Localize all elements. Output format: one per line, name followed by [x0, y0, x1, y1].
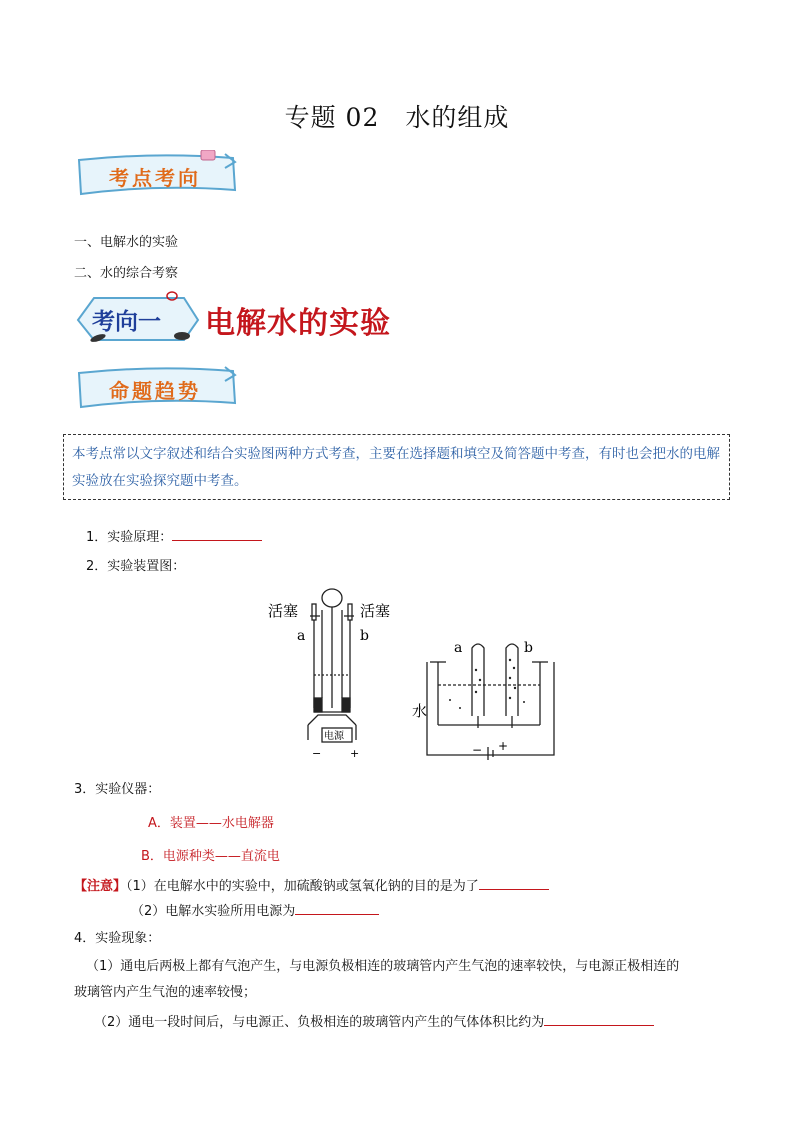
- banner-trend-label: 命题趋势: [109, 379, 201, 403]
- apparatus-figure: [262, 580, 562, 765]
- phenomenon-1-line-1: （1）通电后两极上都有气泡产生，与电源负极相连的玻璃管内产生气泡的速率较快，与电源正极相连的: [86, 959, 680, 974]
- toc-item: 一、电解水的实验: [74, 235, 179, 250]
- label-water: 水: [412, 702, 428, 720]
- label-a-left: a: [297, 628, 306, 644]
- label-plus-left: +: [350, 747, 360, 760]
- label-minus-left: −: [312, 747, 322, 760]
- label-b-left: b: [360, 628, 369, 644]
- trend-text: 本考点常以文字叙述和结合实验图两种方式考查，主要在选择题和填空及简答题中考查，有时也会把水的电解实验放在实验探究题中考查。: [72, 446, 720, 489]
- label-minus-right: −: [472, 743, 483, 757]
- item-principle: [86, 526, 262, 545]
- banner-exam-points: [75, 150, 240, 200]
- phenomenon-2: [94, 1011, 654, 1030]
- label-power-source: 电源: [324, 731, 344, 742]
- phenomenon-2-text: （2）通电一段时间后，与电源正、负极相连的玻璃管内产生的气体体积比约为: [94, 1015, 545, 1030]
- note-1-text: （1）在电解水中的实验中，加硫酸钠或氢氧化钠的目的是为了: [126, 879, 479, 894]
- item-apparatus: 2．实验装置图：: [86, 559, 186, 574]
- item-principle-label: 1．实验原理：: [86, 530, 173, 545]
- instrument-a: A．装置——水电解器: [148, 816, 274, 831]
- label-a-right: a: [454, 640, 463, 656]
- label-stopcock-right: 活塞: [360, 602, 391, 620]
- label-plus-right: +: [498, 739, 509, 753]
- title-topic-number: 专题 02: [284, 103, 380, 132]
- direction-badge-label: 考向一: [92, 308, 161, 335]
- note-tag: 【注意】: [74, 879, 127, 894]
- instrument-b: B．电源种类——直流电: [141, 849, 280, 864]
- item-instruments: 3．实验仪器：: [74, 782, 161, 797]
- note-2: [131, 900, 379, 919]
- answer-blank[interactable]: [172, 528, 262, 541]
- note-2-text: （2）电解水实验所用电源为: [131, 904, 296, 919]
- trend-box: [63, 434, 730, 500]
- title-topic-name: 水的组成: [405, 103, 510, 132]
- label-b-right: b: [524, 640, 533, 656]
- page-title: [0, 98, 794, 134]
- toc-item: 二、水的综合考察: [74, 266, 179, 281]
- label-stopcock-left: 活塞: [268, 602, 299, 620]
- answer-blank[interactable]: [295, 902, 379, 915]
- answer-blank[interactable]: [479, 877, 549, 890]
- answer-blank[interactable]: [544, 1013, 654, 1026]
- banner-exam-points-label: 考点考向: [109, 166, 201, 190]
- note-1: [74, 875, 549, 894]
- item-phenomena: 4．实验现象：: [74, 931, 161, 946]
- direction-title: 电解水的实验: [205, 306, 391, 341]
- phenomenon-1-line-2: 玻璃管内产生气泡的速率较慢；: [74, 985, 257, 1000]
- banner-trend: [75, 363, 240, 413]
